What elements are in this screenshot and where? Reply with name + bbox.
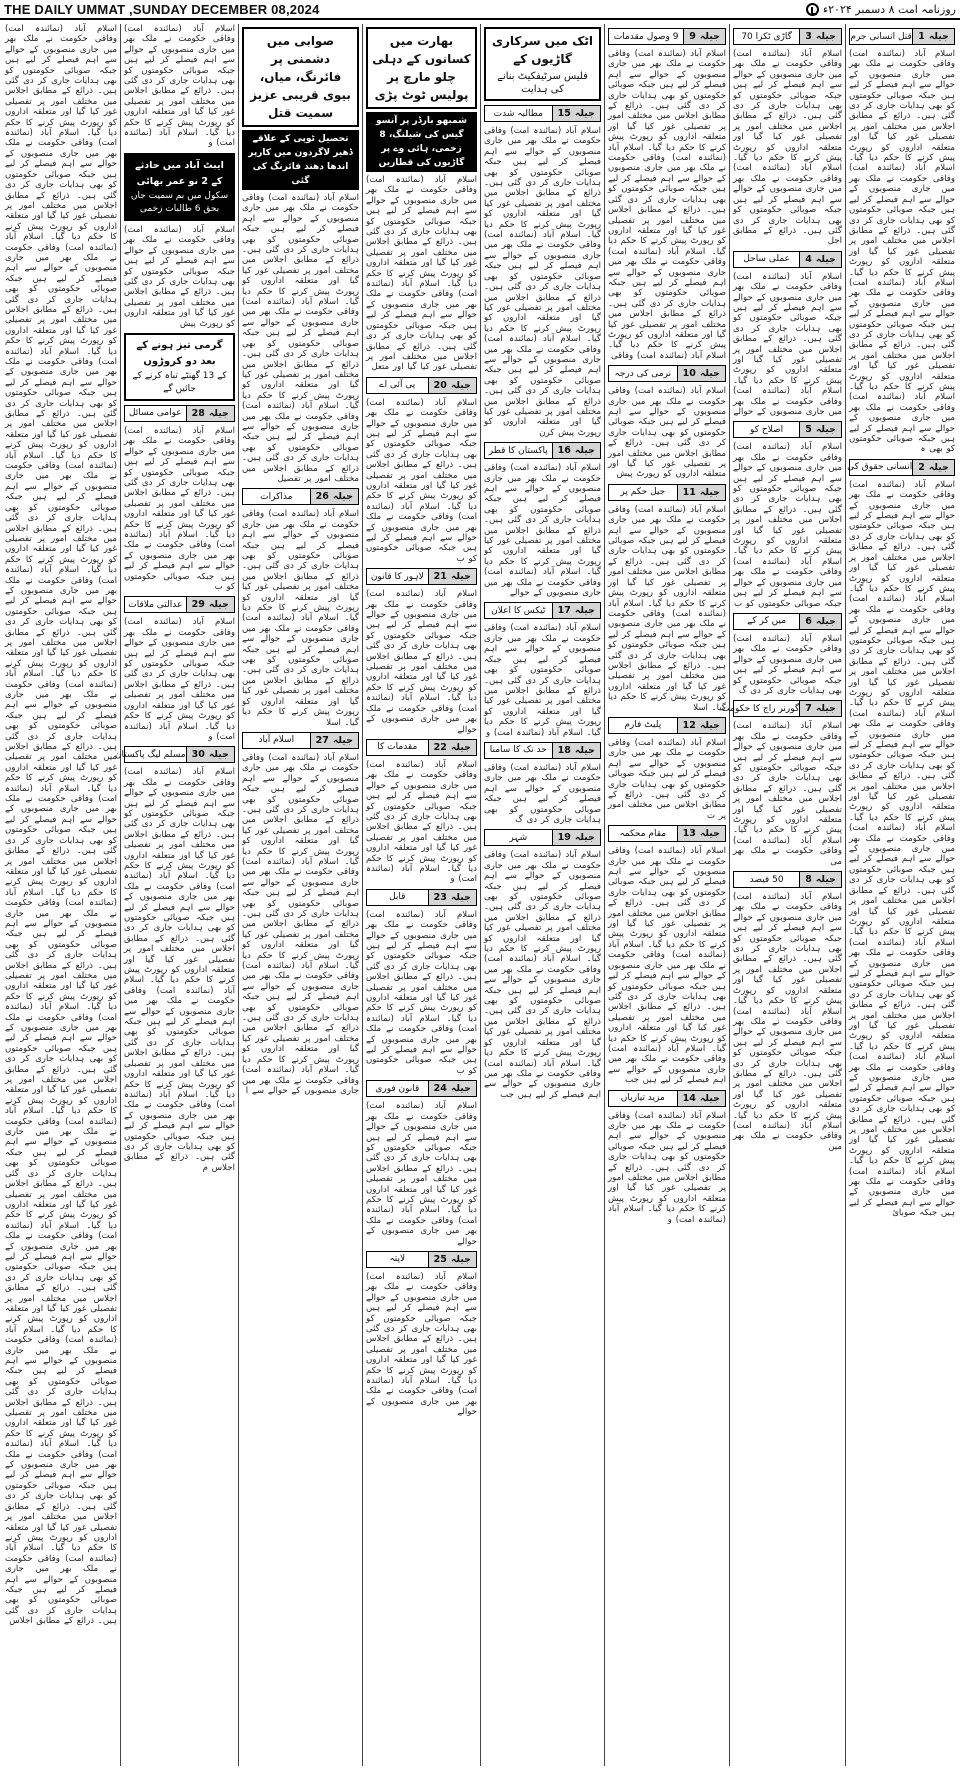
section-number-label: جیلہ [450,379,471,391]
section-number-label: جیلہ [450,1083,471,1095]
section-tag: مزید تیاریاں [620,1093,665,1104]
section-number-value: 13 [682,828,696,840]
heat-box-sub: کے 13 گھنٹے تباہ کرنے کے جائیں گے [132,370,227,394]
section-number-label: جیلہ [574,832,595,844]
section-tag: 50 فیصد [749,874,784,885]
section-number [428,1081,476,1096]
front-headline: صوابی میں دشمنی پر فائرنگ، میاں، بیوی قریبی عزیز سمیت قتل [250,34,351,120]
section-number [428,1252,476,1267]
section-header-28 [124,405,235,422]
section-number-value: 17 [557,605,571,617]
article-text: اسلام آباد (نمائندہ امت) وفاقی حکومت نے ملک بھر میں جاری منصوبوں کے حوالے سے اہم فیصلے کر لیے ہیں جبکہ صوبائی حکومتوں کو بھی ہدایات جاری کر دی گئی ہیں۔ ذرائع کے مطابق اجلاس میں مختلف امور پر تفصیلی غور کیا گیا اور متعلقہ اداروں کو رپورٹ پیش کرنے کا حکم دیا گیا۔ اسلام آباد (نمائندہ امت) وفاقی حکومت نے ملک بھر میں جاری منصوبوں کے حوالے سے اہم فیصلے کر لیے ہیں جبکہ صوبائی حکومتوں کو بھی ہدایات جاری کر دی گئی ہیں۔ ذرائع کے مطابق اجلاس میں مختلف امور پر تفصیلی غور کیا گیا اور متعلقہ اداروں کو رپورٹ پیش کرنے کا حکم دیا گیا۔ اسلا [608,504,726,713]
section-header-13 [608,825,726,842]
section-header-8 [733,871,842,888]
section-number-value: 8 [805,874,812,886]
column-1 [845,24,958,1766]
section-number-label: جیلہ [450,571,471,583]
section-tag: جیل حکم پر [620,487,666,498]
section-number-label: جیلہ [815,703,836,715]
heat-box-title: گرمی تیز ہونے کے بعد دو کروڑوں [136,339,223,367]
article-text: اسلام آباد (نمائندہ امت) وفاقی حکومت نے ملک بھر میں جاری منصوبوں کے حوالے سے اہم فیصلے کر لیے ہیں جبکہ صوبائی حکومتوں کو بھی ہدایات جاری کر دی گئی ہیں۔ ذرائع کے مطابق اجلاس میں مختلف امور پر تفصیلی غور کیا گیا اور متعلقہ اداروں کو رپورٹ پیش کرنے کا حکم دیا گیا۔ اسلام آباد (نمائندہ امت) وفاقی حکومت نے ملک بھر میں جاری منصوبوں کے حوالے سے اہم فیصلے کر لیے ہیں جبکہ صوبائی حکومتوں کو بھی ہدایات جاری کر دی گئی ہیں۔ ذرائع کے مطابق اجلاس میں مختلف امور پر تفصیلی غور کیا گیا اور متعل [366,175,477,373]
section-header-7 [721,700,842,717]
heat-box [124,333,235,401]
section-number-label: جیلہ [699,828,720,840]
section-header-21 [366,568,477,585]
section-tag: حد تک کا سامنا [489,745,547,756]
section-number-value: 5 [805,424,812,436]
section-number-label: جیلہ [699,719,720,731]
section-number-label: جیلہ [332,734,353,746]
section-header-5 [733,421,842,438]
section-tag: گاڑی ٹکرا 70 [741,31,792,42]
section-number-value: 23 [433,891,447,903]
section-number-value: 15 [557,108,571,119]
section-number-value: 4 [805,253,812,265]
column-5 [362,24,480,1766]
section-number [912,460,954,475]
section-number-value: 20 [433,379,447,391]
section-number-label: جیلہ [699,1092,720,1104]
section-number [186,597,234,612]
article-text: اسلام آباد (نمائندہ امت) وفاقی حکومت نے ملک بھر میں جاری منصوبوں کے حوالے سے اہم فیصلے کر لیے ہیں جبکہ صوبائی حکومتوں کو بھی ہدایات جاری کر دی گئی ہیں۔ ذرائع کے مطابق اجلاس میں مختلف امور پر تفصیلی غور کیا گیا اور متعلقہ اداروں کو رپورٹ پیش کرنے کا حکم دیا گیا۔ اسلام آباد (نمائندہ امت) وفاقی حکومت نے ملک بھر میں جاری منصوبوں کے حوالے سے اہم فیصلے کر لیے ہیں جبکہ صوبائی حکومتوں کو ب [366,397,477,564]
section-header-17 [484,602,601,619]
section-number [186,406,234,421]
section-tag: قابل [389,892,406,903]
section-header-30 [114,746,235,763]
section-number [552,603,600,618]
article-text: اسلام آباد (نمائندہ امت) وفاقی حکومت نے ملک بھر میں جاری منصوبوں کے حوالے سے اہم فیصلے کر لیے ہیں جبکہ صوبائی حکومتوں کو بھی ہدایات جاری کر دی گئی ہیں۔ ذرائع کے مطابق اجلاس میں مختلف امور پر تفصیلی غور کیا گیا اور متعلقہ اداروں کو رپورٹ پیش کرنے کا حکم دیا گیا۔ اسلام آباد (نمائندہ امت) وفاقی حکومت نے ملک بھر میں جاری منصوبوں کے حوالے سے اہم فیصلے کر لیے ہیں جبکہ صوبائی حکومتوں کو بھی ہدایات جاری کر دی گئی ہیں۔ ذرائع کے مطابق اجلاس میں مختلف امور پر تفصیلی غور کیا گیا اور متعلقہ اداروں کو رپورٹ پیش کرنے کا حکم دیا گیا۔ اسلام آباد (نمائندہ امت) وفاقی حکومت نے ملک بھر میں جاری منصوبوں کے حوالے سے اہم فیصلے کر لیے ہیں جبکہ صوبائی حکومتوں کو بھی ہدایات جاری کر دی گئی ہیں۔ ذرائع کے مطابق اجلاس میں مختلف امور پر تفصیلی غور کیا گیا اور متعلقہ اداروں کو رپورٹ پیش کرنے کا حکم دیا گیا۔ اسلام آباد (نمائندہ امت) وفاقی حکومت نے ملک بھر میں جاری منصوبوں کے حوالے سے اہم فیصلے کر لیے ہیں جبکہ صوبائی حکومتوں کو بھی ہدایات جاری کر دی گئی ہیں۔ ذرائع کے مطابق اجلاس میں مختلف امور پر تفصیلی غور کیا گیا اور متعلقہ اداروں کو رپورٹ پیش کرنے کا حکم دیا گیا۔ اسلام آباد (نمائندہ امت) وفاقی حکومت نے ملک بھر میں جاری منصوبوں کے حوالے سے اہم فیصلے کر لیے ہیں جبکہ صوبائی حکومتوں کو بھی ہدایات جاری کر دی گئی ہیں۔ ذرائع کے مطابق اجلاس میں مختلف امور پر تفصیلی غور کیا گیا اور متعلقہ اداروں کو رپورٹ پیش کرنے کا حکم دیا گیا۔ اسلام آباد (نمائندہ امت) وفاقی حکومت نے ملک بھر میں جاری منصوبوں کے حوالے سے اہم فیصلے کر لیے ہیں جبکہ صوبائی حکومتوں کو بھی ہدایات جاری کر دی گئی ہیں۔ ذرائع کے مطابق اجلاس میں مختلف امور پر تفصیلی غور کیا گیا اور متعلقہ اداروں کو رپورٹ پیش کرنے کا حکم دیا گیا۔ اسلام آباد (نمائندہ امت) وفاقی حکومت نے ملک بھر میں جاری منصوبوں کے حوالے سے اہم فیصلے کر لیے ہیں جبکہ صوبائی حکومتوں کو بھی ہدایات جاری کر دی گئی ہیں۔ ذرائع کے مطابق اجلاس میں مختلف امور پر تفصیلی غور کیا گیا اور متعلقہ اداروں کو رپورٹ پیش کرنے کا حکم دیا گیا۔ اسلام آباد (نمائندہ امت) وفاقی حکومت نے ملک بھر میں جاری منصوبوں کے حوالے سے اہم فیصلے کر لیے ہیں جبکہ صوبائی حکومتوں کو بھی ہدایات جاری کر دی گئی ہیں۔ ذرائع کے مطابق اجلاس میں مختلف امور پر تفصیلی غور کیا گیا اور متعلقہ اداروں کو رپورٹ پیش کرنے کا حکم دیا گیا۔ اسلام آباد (نمائندہ امت) وفاقی حکومت نے ملک بھر میں جاری منصوبوں کے حوالے سے اہم فیصلے کر لیے ہیں جبکہ صوبائی حکومتوں کو بھی ہدایات جاری کر دی گئی ہیں۔ ذرائع کے مطابق اجلاس میں مختلف امور پر تفصیلی غور کیا گیا اور متعلقہ اداروں کو رپورٹ پیش کرنے کا حکم دیا گیا۔ اسلام آباد (نمائندہ امت) وفاقی حکومت نے ملک بھر میں جاری منصوبوں کے حوالے سے اہم فیصلے کر لیے ہیں جبکہ صوبائی حکومتوں کو بھی ہدایات جاری کر دی گئی ہیں۔ ذرائع کے مطابق اجلاس میں مختلف امور پر تفصیلی غور کیا گیا اور متعلقہ اداروں کو رپورٹ پیش کرنے کا حکم دیا گیا۔ اسلام آباد (نمائندہ امت) وفاقی حکومت نے ملک بھر میں جاری منصوبوں کے حوالے سے اہم فیصلے کر لیے ہیں جبکہ صوبائی حکومتوں کو بھی ہدایات جاری کر دی گئی ہیں۔ ذرائع کے مطابق اجلاس میں مختلف امور پر تفصیلی غور کیا گیا اور متعلقہ اداروں کو رپورٹ پیش کرنے کا حکم دیا گیا۔ اسلام آباد (نمائندہ امت) وفاقی حکومت نے ملک بھر میں جاری منصوبوں کے حوالے سے اہم فیصلے کر لیے ہیں جبکہ صوبائی حکومتوں کو بھی ہدایات جاری کر دی گئی ہیں۔ ذرائع کے مطابق اجلاس میں مختلف امور پر تفصیلی غور کیا گیا اور متعلقہ اداروں کو رپورٹ پیش کرنے کا حکم دیا گیا۔ اسلام آباد (نمائندہ امت) وفاقی حکومت نے ملک بھر میں جاری منصوبوں کے حوالے سے اہم فیصلے کر لیے ہیں جبکہ صوبائی حکومتوں کو بھی ہدایات جاری کر دی گئی ہیں۔ ذرائع کے مطابق اجلاس میں مختلف امور پر تفصیلی غور کیا گیا اور متعلقہ اداروں کو رپورٹ پیش کرنے کا حکم دیا گیا۔ اسلام آباد (نمائندہ امت) وفاقی حکومت نے ملک بھر میں جاری منصوبوں کے حوالے سے اہم فیصلے کر لیے ہیں جبکہ صوبائی حکومتوں کو بھی ہدایات جاری کر دی گئی ہیں۔ ذرائع کے مطابق اجلاس میں مختلف امور پر تفصیلی غور کیا گیا اور متعلقہ اداروں کو رپورٹ پیش کرنے کا حکم دیا گیا۔ اسلام آباد (نمائندہ امت) وفاقی حکومت نے ملک بھر میں جاری منصوبوں کے حوالے سے اہم فیصلے کر لیے ہیں جبکہ صوبائی حکومتوں کو بھی ہدایات جاری کر دی گئی ہیں۔ ذرائع کے مطابق اجلاس [5,24,117,1627]
section-number [677,366,725,381]
masthead-urdu-text: روزنامہ امت ۸ دسمبر ۲۰۲۴ء [822,2,956,16]
section-tag: قتل انسانی جرم [850,31,912,42]
section-tag: عدالتی ملاقات [128,599,183,610]
section-number-label: جیلہ [208,407,229,419]
section-header-23 [366,889,477,906]
section-number-label: جیلہ [450,891,471,903]
section-number [677,718,725,733]
article-text: اسلام آباد (نمائندہ امت) وفاقی حکومت نے ملک بھر میں جاری منصوبوں کے حوالے سے اہم فیصلے کر لیے ہیں جبکہ صوبائی حکومتوں کو بھی ہدایات جاری کر دی گئی ہیں۔ ذرائع کے مطابق اجلاس میں مختلف امور پر تفصیلی غور کیا گیا اور متعلقہ اداروں کو رپورٹ پیش کرنے کا حکم دیا گیا۔ اسلام آباد (نمائندہ امت) وفاقی حکومت نے ملک بھر میں جاری منصوبوں کے حوالے سے اہم فیصلے کر لیے ہیں جبکہ صوبائی حکومتوں کو ب [366,909,477,1076]
india-headline: بھارت میں کسانوں کے دہلی چلو مارچ پر پولیس ٹوٹ پڑی [372,34,471,102]
section-tag: عملی ساحل [743,254,790,265]
section-number-label: جیلہ [815,31,836,42]
column-8 [2,24,120,1766]
section-header-15 [484,105,601,122]
article-text: اسلام آباد (نمائندہ امت) وفاقی حکومت نے ملک بھر میں جاری منصوبوں کے حوالے سے اہم فیصلے کر لیے ہیں جبکہ صوبائی حکومتوں کو بھی ہدایات جاری کر دی گئی ہیں۔ ذرائع کے مطابق اجلاس میں مختلف امور پر تفصیلی غور کیا گیا اور متعلقہ اداروں کو رپورٹ پیش کرنے کا حکم دیا گیا۔ اسلام آباد (نمائندہ امت) وفاقی حکومت نے ملک بھر میں جاری منصوبوں کے حوالے سے اہم فیصلے کر لیے ہیں جبکہ صوبائی حکومتوں کو بھی ہدایات جاری کر دی گئی ہیں۔ ذرائع کے مطابق اجلاس میں مختلف امور پر تفصیلی غور کیا گیا اور متعلقہ اداروں کو رپورٹ پیش کرنے کا حکم دیا گیا۔ اسلام آباد (نمائندہ امت) وفاقی حکومت نے ملک بھر میں جاری منصوبوں کے حوالے سے اہم فیصلے کر لیے ہیں جبکہ صوبائی حکومتوں کو بھی ہدایات جاری کر دی گئی ہیں۔ ذرائع کے مطابق اجلاس میں مختلف امور پر تفصیلی غور کیا گیا اور متعلقہ اداروں کو رپورٹ پیش کرنے کا حکم دیا گیا۔ اسلام آباد (نمائندہ امت) وفاقی حکومت نے ملک بھر میں جاری منصوبوں کے حوالے سے اہم فیصلے کر لیے ہیں جبکہ صوبائی حکومتوں کو بھی ہدایات جاری کر دی گئی ہیں۔ ذرائع کے مطابق اجلاس م [124,767,235,1173]
section-number [799,252,841,267]
kp-subhead: فلیس سرٹیفکیٹ بنانے کی ہدایت [497,71,588,95]
article-text: اسلام آباد (نمائندہ امت) وفاقی حکومت نے ملک بھر میں جاری منصوبوں کے حوالے سے اہم فیصلے کر لیے ہیں جبکہ صوبائی حکومتوں کو بھی ہدایات جاری کر دی گئی ہیں۔ ذرائع کے مطابق اجلاس میں مختلف امور پر ت [608,737,726,821]
accident-box-sub: سکول میں بم سمیت جاں بحق 6 طالبات زخمی [130,190,229,214]
article-text: اسلام آباد (نمائندہ امت) وفاقی حکومت نے ملک بھر میں جاری منصوبوں کے حوالے سے اہم فیصلے کر لیے ہیں جبکہ صوبائی حکومتوں کو بھی ہدایات جاری کر دی گئی ہیں۔ ذرائع کے مطابق اجلاس میں مختلف امور پر تفصیلی غور کیا گیا اور متعلقہ اداروں کو رپورٹ پیش کرنے کا حکم دیا گیا۔ اسلام آباد (نمائندہ امت) وفاقی حکومت نے ملک بھر میں جاری منصوبوں کے حوالے سے اہم فیصلے کر لیے ہیں جبکہ صوبائی حکومتوں کو بھی ہدایات جاری کر دی گئی ہیں۔ ذرائع کے مطابق اجلاس میں مختلف امور پر تفصیلی غور کیا گیا اور متعلقہ اداروں کو رپورٹ پیش کرنے کا حکم دیا گیا۔ اسلام آباد (نمائندہ امت) وفاقی حکومت نے ملک بھر میں جاری منصوبوں کے حوالے سے اہم فیصلے کر لیے ہیں جبکہ صوبائی حکومتوں کو بھی ہدایات جاری کر دی گئی ہیں۔ ذرائع کے مطابق اجلاس میں مختلف امور پر تفصیلی غور کیا گیا اور متعلقہ اداروں کو رپورٹ پیش کرن [484,126,601,438]
section-tag: نرمی کی درجہ [614,368,672,379]
article-text: اسلام آباد (نمائندہ امت) وفاقی حکومت نے ملک بھر میں جاری منصوبوں کے حوالے سے اہم فیصلے کر لیے ہیں جبکہ صوبائی حکومتوں کو بھی ہدایات جاری کر دی گئی ہیں۔ ذرائع کے مطابق اجلاس میں مختلف امور پر تفصیلی غور کیا گیا اور متعلقہ اداروں کو رپورٹ پیش کرنے کا حکم دیا گیا۔ اسلام آباد (نمائندہ امت) وفاقی حکومت نے ملک بھر میں جاری منصوبوں کے حوالے سے اہم فیصلے کر لیے ہیں جبکہ صوبائی حکومتوں کو بھی ہدایات جاری کر دی گئی ہیں۔ ذرائع کے مطابق اجلاس میں مختلف امور پر تفصیلی غور کیا گیا اور متعلقہ اداروں کو رپورٹ پیش کرنے کا حکم دیا گیا۔ اسلام آباد (نمائندہ امت) وفاقی حکومت نے ملک بھر میں جاری منصوبوں کے حوالے سے اہم فیصلے کر لیے ہیں جب [608,846,726,1086]
section-tag: عوامی مسائل [128,408,182,419]
section-number-label: جیلہ [815,874,836,886]
column-3 [604,24,729,1766]
section-number-label: جیلہ [208,599,229,611]
india-headline-box [366,27,477,109]
article-text: اسلام آباد (نمائندہ امت) وفاقی حکومت نے ملک بھر میں جاری منصوبوں کے حوالے سے اہم فیصلے کر لیے ہیں جبکہ صوبائی حکومتوں کو بھی ہدایات جاری کر دی گئی ہیں۔ ذرائع کے مطابق اجلاس میں مختلف امور پر تفصیلی غور کیا گیا اور متعلقہ اداروں کو رپورٹ پیش کرنے کا حکم دیا گیا۔ اسلام آباد (نمائندہ امت) وفاقی حکومت نے ملک بھر میں جاری منصوبوں کے حوالے سے اہم فیصلے کر لیے ہیں جبکہ صوبائی حکومتوں کو بھی ہدایات جاری کر دی گئی ہیں۔ ذرائع کے مطابق اجلاس میں مختلف امور پر تفصیلی غور کیا گیا اور متعلقہ اداروں کو رپورٹ پیش کرنے کا حکم دیا گیا۔ اسلام آباد (نمائندہ امت) وفاقی حکومت نے ملک بھر میں جاری منصوبوں کے حوالے سے اہم فیصلے کر لیے ہیں جبکہ صوبائی حکومتوں کو بھی ہدایات جاری کر دی گئی ہیں۔ ذرائع کے مطابق اجلاس میں مختلف امور پر تفصیلی غور کیا گیا اور متعلقہ اداروں کو رپورٹ پیش کرنے کا حکم دیا گیا۔ اسلام آباد (نمائندہ امت) وفاقی [608,49,726,361]
accident-box [124,153,235,221]
section-number-value: 14 [682,1092,696,1104]
section-number-value: 22 [433,741,447,753]
article-text: اسلام آباد (نمائندہ امت) وفاقی حکومت نے ملک بھر میں جاری منصوبوں کے حوالے سے اہم فیصلے کر لیے ہیں جبکہ صوبائی حکومتوں کو بھی ہدایات جاری کر دی گئی ہیں۔ ذرائع کے مطابق اجلاس میں مختلف امور پر تفصیلی غور کیا گیا اور متعلقہ اداروں کو رپورٹ پیش کرنے کا حکم دیا گیا۔ اسلام آباد (نمائندہ امت) وفاقی حکومت نے ملک بھر می [733,721,842,867]
section-number-value: 19 [557,832,571,844]
section-tag: ٹیکس کا اعلان [491,605,546,616]
section-header-16 [484,442,601,459]
section-number [677,1091,725,1106]
article-text: اسلام آباد (نمائندہ امت) وفاقی حکومت نے ملک بھر میں جاری منصوبوں کے حوالے سے اہم فیصلے کر لیے ہیں جبکہ صوبائی حکومتوں کو بھی ہدایات جاری کر دی گئی ہیں۔ ذرائع کے مطابق اجلاس میں مختلف امور پر تفصیلی غور کیا گیا اور متعلقہ اداروں کو رپورٹ پیش کرنے کا حکم دیا گیا۔ اسلام آباد (نمائندہ امت) وفاقی حکومت نے ملک بھر میں جاری منصوبوں کے حوالے سے اہم فیصلے کر لیے ہیں جبکہ صوبائی حکومتوں کو ب [733,442,842,609]
section-number [186,747,234,762]
section-header-3 [733,28,842,45]
section-header-14 [608,1090,726,1107]
article-text: اسلام آباد (نمائندہ امت) وفاقی حکومت نے ملک بھر میں جاری منصوبوں کے حوالے سے اہم فیصلے کر لیے ہیں جبکہ صوبائی حکومتوں کو بھی ہدایات جاری کر دی گئی ہیں۔ ذرائع کے مطابق اجلاس میں مختلف امور پر تفصیلی غور کیا گیا اور متعلقہ اداروں کو رپورٹ پیش کرنے کا حکم دیا گیا۔ اسلام آباد (نمائندہ امت) وفاقی حکومت نے ملک بھر میں جاری منصوبوں کے حوالے سے اہم فیصلے کر لیے ہیں جبکہ صوبائی حکومتوں کو ب [124,425,235,593]
article-text: اسلام آباد (نمائندہ امت) وفاقی حکومت نے ملک بھر میں جاری منصوبوں کے حوالے سے اہم فیصلے کر لیے ہیں جبکہ صوبائی حکومتوں کو بھی ہدایات جاری کر دی گئی ہیں۔ ذرائع کے مطابق اجلاس میں مختلف امور پر تفصیلی غور کیا گیا اور متعلقہ اداروں کو رپورٹ پیش کرنے کا حکم دیا گیا۔ اسلام آباد (نمائندہ امت) وفاقی حکومت نے ملک بھر میں جاری منصوبوں کے حوالے سے اہم فیصلے کر لیے ہیں جبکہ صوبائی حکومتوں کو بھی ہدایات جاری کر دی گئی ہیں۔ ذرائع کے مطابق اجل [733,49,842,247]
section-number-label: جیلہ [699,486,720,498]
newspaper-page [2,24,958,1766]
section-tag: گورنر راج کا حکومت [721,703,800,714]
section-number-value: 16 [557,445,571,457]
section-number [428,378,476,393]
article-text: اسلام آباد (نمائندہ امت) وفاقی حکومت نے ملک بھر میں جاری منصوبوں کے حوالے سے اہم فیصلے کر لیے ہیں جبکہ صوبائی حکومتوں کو بھی ہدایات جاری کر دی گئی ہیں۔ ذرائع کے مطابق اجلاس میں مختلف امور پر تفصیلی غور کیا گیا اور متعلقہ اداروں کو رپورٹ پیش کرنے کا حکم دیا گیا۔ اسلام آباد (نمائندہ امت) وفاقی حکومت نے ملک بھر میں جاری منصوبوں کے حوالے سے اہم فیصلے کر لیے ہیں جبکہ صوبائی حکومتوں کو بھی ہدایات جاری کر دی گئی ہیں۔ ذرائع کے مطابق اجلاس میں مختلف امور پر تفصیلی غور کیا گیا اور متعلقہ اداروں کو رپورٹ پیش کرنے کا حکم دیا گیا۔ اسلام آباد (نمائندہ امت) وفاقی حکومت نے ملک بھر میں جاری منصوبوں کے حوالے سے اہم فیصلے کر لیے ہیں جبکہ صوبائی حکومتوں کو بھی ہدایات جاری کر دی گئی ہیں۔ ذرائع کے مطابق اجلاس میں مختلف امور پر تفصیلی غور کیا گیا اور متعلقہ اداروں کو رپورٹ پیش کرنے کا حکم دیا گیا۔ اسلام آباد (نمائندہ امت) وفاقی حکومت نے ملک بھر میں جاری منصوبوں کے حوالے سے اہم فیصلے کر لیے ہیں جبکہ صوبائی حکومتوں کو بھی ہدایات جاری کر دی گئی ہیں۔ ذرائع کے مطابق اجلاس میں مختلف امور پر تفصیلی غور کیا گیا اور متعلقہ اداروں کو رپورٹ پیش کرنے کا حکم دیا گیا۔ اسلام آباد (نمائندہ امت) وفاقی حکومت نے ملک بھر میں جاری منصوبوں کے حوالے سے اہم فیصلے کر لیے ہیں جبکہ صوبائی حکومتوں کو بھی ہدایات جاری کر دی گئی ہیں۔ ذرائع کے مطابق اجلاس میں مختلف امور پر تفصیلی غور کیا گیا اور متعلقہ اداروں کو رپورٹ پیش کرنے کا حکم دیا گیا۔ اسلام آباد (نمائندہ امت) وفاقی حکومت نے ملک بھر میں جاری منصوبوں کے حوالے سے اہم فیصلے کر لیے ہیں جبکہ صوبائی حکومتوں کو بھی ہدایات جاری کر دی گئی ہیں۔ ذرائع کے مطابق اجلاس میں مختلف امور پر تفصیلی غور کیا گیا اور متعلقہ اداروں کو رپورٹ پیش کرنے کا حکم دیا گیا۔ اسلام آباد (نمائندہ امت) وفاقی حکومت نے ملک بھر میں جاری منصوبوں کے حوالے سے اہم فیصلے کر لیے ہیں جبکہ صوبائ [849,479,955,1219]
section-number [552,443,600,458]
column-6 [238,24,362,1766]
article-text: اسلام آباد (نمائندہ امت) وفاقی حکومت نے ملک بھر میں جاری منصوبوں کے حوالے سے اہم فیصلے کر لیے ہیں جبکہ صوبائی حکومتوں کو بھی ہدایات جاری کر دی گ [484,762,601,825]
front-headline-box [242,27,359,127]
section-number-value: 30 [191,749,205,761]
section-number-value: 18 [557,744,571,756]
section-number [799,422,841,437]
section-number [310,489,358,504]
article-text: اسلام آباد (نمائندہ امت) وفاقی حکومت نے ملک بھر میں جاری منصوبوں کے حوالے سے اہم فیصلے کر لیے ہیں جبکہ صوبائی حکومتوں کو بھی ہدایات جاری کر دی گئی ہیں۔ ذرائع کے مطابق اجلاس میں مختلف امور پر تفصیلی غور کیا گیا اور متعلقہ اداروں کو رپورٹ پیش کرنے کا حکم دیا گیا۔ اسلام آباد (نمائندہ امت) وفاقی حکومت نے ملک بھر میں جاری منصوبوں کے حوالے سے اہم فیصلے کر لیے ہیں جبکہ صوبائی حکومتوں کو بھی ہدایات جاری کر دی گئی ہیں۔ ذرائع کے مطابق اجلاس میں مختلف امور پر تفصیلی غور کیا گیا اور متعلقہ اداروں کو رپورٹ پیش کرنے کا حکم دیا گیا۔ اسلام آباد (نمائندہ امت) وفاقی حکومت نے ملک بھر میں جاری منصوبوں کے حوالے سے اہم فیصلے کر لیے ہیں جبکہ صوبائی حکومتوں کو بھی ہدایات جاری کر دی گئی ہیں۔ ذرائع کے مطابق اجلاس میں مختلف امور پر تفصیل [242,193,359,484]
article-text: اسلام آباد (نمائندہ امت) وفاقی حکومت نے ملک بھر میں جاری منصوبوں کے حوالے سے اہم فیصلے کر لیے ہیں جبکہ صوبائی حکومتوں کو بھی ہدایات جاری کر دی گئی ہیں۔ ذرائع کے مطابق اجلاس میں مختلف امور پر تفصیلی غور کیا گیا اور متعلقہ اداروں کو رپورٹ پیش کرنے کا حکم دیا گیا۔ اسلام آباد (نمائندہ امت) وفاقی حکومت نے ملک بھر میں جاری منصوبوں کے حوالے [484,463,601,599]
section-header-11 [608,484,726,501]
section-number-label: جیلہ [928,31,949,42]
section-number [552,830,600,845]
accident-box-title: ایبٹ آباد میں حادثے کے 2 نو عمر بھائی [135,159,224,187]
section-number-value: 1 [918,31,925,42]
kp-headline: اٹک میں سرکاری گاڑیوں کے [491,34,594,66]
section-number-value: 6 [805,615,812,627]
article-text: اسلام آباد (نمائندہ امت) وفاقی حکومت نے ملک بھر میں جاری منصوبوں کے حوالے سے اہم فیصلے کر لیے ہیں جبکہ صوبائی حکومتوں کو بھی ہدایات جاری کر دی گئی ہیں۔ ذرائع کے مطابق اجلاس میں مختلف امور پر تفصیلی غور کیا گیا اور متعلقہ اداروں کو رپورٹ پیش کرنے کا حکم دیا گیا۔ اسلام آباد (نمائندہ امت) وفاقی حکومت نے ملک بھر میں جاری منصوبوں کے حوالے سے اہم فیصلے کر لیے ہیں جبکہ صوبائی حکومتوں کو بھی ہدایات جاری کر دی گئی ہیں۔ ذرائع کے مطابق اجلاس میں مختلف امور پر تفصیلی غور کیا گیا اور متعلقہ اداروں کو رپورٹ پیش کرنے کا حکم دیا گیا۔ اسلام آباد (نمائندہ امت) وفاقی حکومت نے ملک بھر میں جاری منصوبوں کے حوالے سے اہم فیصلے کر لیے ہیں جبکہ صوبائی حکومتوں کو بھی ہدایات جاری کر دی گئی ہیں۔ ذرائع کے مطابق اجلاس میں مختلف امور پر تفصیلی غور کیا گیا اور متعلقہ اداروں کو رپورٹ پیش کرنے کا حکم دیا گیا۔ اسلام آباد (نمائندہ امت) وفاقی حکومت نے ملک بھر میں جاری منصوبوں کے حوالے سے ا [242,752,359,1096]
section-number-value: 26 [315,491,329,503]
article-text: اسلام آباد (نمائندہ امت) وفاقی حکومت نے ملک بھر میں جاری منصوبوں کے حوالے سے اہم فیصلے کر لیے ہیں جبکہ صوبائی حکومتوں کو بھی ہدایات جاری کر دی گئی ہیں۔ ذرائع کے مطابق اجلاس میں مختلف امور پر تفصیلی غور کیا گیا اور متعلقہ اداروں کو رپورٹ پیش کرنے کا حکم دیا گیا۔ اسلام آباد (نمائندہ امت) و [366,759,477,885]
column-4 [480,24,604,1766]
kp-headline-box [484,27,601,101]
section-number-value: 21 [433,571,447,583]
section-header-1 [849,28,955,45]
section-number [428,890,476,905]
section-number [428,740,476,755]
section-header-10 [608,365,726,382]
section-header-27 [242,732,359,749]
section-number-value: 7 [805,703,812,715]
section-number-value: 25 [433,1253,447,1265]
article-text: اسلام آباد (نمائندہ امت) وفاقی حکومت نے ملک بھر میں جاری منصوبوں کے حوالے سے اہم فیصلے کر لیے ہیں جبکہ صوبائی حکومتوں کو بھی ہدایات جاری کر دی گئی ہیں۔ ذرائع کے مطابق اجلاس میں مختلف امور پر تفصیلی غور کیا گیا اور متعلقہ اداروں کو رپورٹ پیش کرنے کا حکم دیا گیا۔ اسلام آباد (نمائندہ امت) وفاقی حکومت نے ملک بھر میں جاری منصوبوں کے حوالے [366,1101,477,1247]
article-text: اسلام آباد (نمائندہ امت) وفاقی حکومت نے ملک بھر میں جاری منصوبوں کے حوالے سے اہم فیصلے کر لیے ہیں جبکہ صوبائی حکومتوں کو بھی ہدایات جاری کر دی گئی ہیں۔ ذرائع کے مطابق اجلاس میں مختلف امور پر تفصیلی غور کیا گیا اور متعلقہ اداروں کو رپورٹ پیش کرنے کا حکم دیا گیا۔ اسلام آباد (نمائندہ امت) و [124,617,235,742]
front-subhead: تحصیل ٹوپی کے علاقے ڈھیر لاگردون میں کارپر اندھا دھند فائرنگ کی گئی [242,130,359,190]
section-tag: مسلم لیگ پاکستان [114,749,186,760]
section-header-19 [484,829,601,846]
section-number-value: 3 [805,31,812,42]
section-header-20 [366,377,477,394]
article-text: اسلام آباد (نمائندہ امت) وفاقی حکومت نے ملک بھر میں جاری منصوبوں کے حوالے سے اہم فیصلے کر لیے ہیں جبکہ صوبائی حکومتوں کو بھی ہدایات جاری کر دی گئی ہیں۔ ذرائع کے مطابق اجلاس میں مختلف امور پر تفصیلی غور کیا گیا اور متعلقہ اداروں کو رپورٹ پیش کرنے کا حکم دیا گیا۔ اسلام آباد (نمائندہ امت) وفاقی حکومت نے ملک بھر میں جاری منصوبوں کے حوالے سے اہم فیصلے کر لیے ہیں جبکہ صوبائی حکومتوں کو بھی ہدایات جاری کر دی گئی ہیں۔ ذرائع کے مطابق اجلاس میں مختلف امور پر تفصیلی غور کیا گیا اور متعلقہ اداروں کو رپورٹ پیش کرنے کا حکم دیا گیا۔ اسلام آباد (نمائندہ امت) وفاقی حکومت نے ملک بھر میں جاری منصوبوں کے حوالے سے اہم فیصلے کر لیے ہیں جب [484,850,601,1100]
section-number-value: 28 [191,407,205,419]
section-number-label: جیلہ [450,1253,471,1265]
section-number [799,614,841,629]
column-2 [721,24,845,1766]
section-number [677,826,725,841]
section-tag: پاکستان کا قطر [488,445,548,456]
article-text: اسلام آباد (نمائندہ امت) وفاقی حکومت نے ملک بھر میں جاری منصوبوں کے حوالے سے اہم فیصلے کر لیے ہیں جبکہ صوبائی حکومتوں کو بھی ہدایات جاری کر دی گئی ہیں۔ ذرائع کے مطابق اجلاس میں مختلف امور پر تفصیلی غور کیا گیا اور متعلقہ اداروں کو رپورٹ پیش کرنے کا حکم دیا گیا۔ اسلام آباد (نمائندہ امت) وفاقی حکومت نے ملک بھر میں جاری منصوبوں کے حوالے سے اہم فیصلے کر لیے ہیں جبکہ صوبائی حکومتوں کو بھی ہدایات جاری کر دی گئی ہیں۔ ذرائع کے مطابق اجلاس میں مختلف امور پر تفصیلی غور کیا گیا اور متعلقہ اداروں کو رپورٹ پیش کرنے کا حکم دیا گیا۔ اسلا [242,509,359,728]
ummat-logo-icon [806,3,819,16]
section-number-value: 11 [682,486,696,498]
section-number-label: جیلہ [699,368,720,380]
section-number-label: جیلہ [815,615,836,627]
masthead-english: THE DAILY UMMAT ,SUNDAY DECEMBER 08,2024 [4,1,320,17]
section-number-label: جیلہ [574,744,595,756]
section-number-label: جیلہ [574,445,595,457]
section-header-25 [366,1251,477,1268]
section-number-value: 9 [689,31,696,42]
section-number [428,569,476,584]
section-header-29 [124,596,235,613]
section-number-label: جیلہ [574,605,595,617]
section-number-value: 27 [315,734,329,746]
article-text: اسلام آباد (نمائندہ امت) وفاقی حکومت نے ملک بھر میں جاری منصوبوں کے حوالے سے اہم فیصلے کر لیے ہیں جبکہ صوبائی حکومتوں کو بھی ہدایات جاری کر دی گئی ہیں۔ ذرائع کے مطابق اجلاس میں مختلف امور پر تفصیلی غور کیا گیا اور متعلقہ اداروں کو رپورٹ پیش کرنے کا حکم دیا گیا۔ اسلام آباد (نمائندہ امت) وفاقی حکومت نے ملک بھر میں جاری منصوبوں کے حوالے [733,271,842,417]
section-tag: پی آئی اے [379,380,416,391]
section-number-label: جیلہ [450,741,471,753]
section-tag: مقدمات کا [377,742,418,753]
section-number-value: 12 [682,719,696,731]
section-number-label: جیلہ [815,424,836,436]
section-number [552,743,600,758]
article-text: اسلام آباد (نمائندہ امت) وفاقی حکومت نے ملک بھر میں جاری منصوبوں کے حوالے سے اہم فیصلے کر لیے ہیں جبکہ صوبائی حکومتوں کو بھی ہدایات جاری کر دی گئی ہیں۔ ذرائع کے مطابق اجلاس میں مختلف امور پر تفصیلی غور کیا گیا اور متعلقہ اداروں کو رپورٹ پیش [608,386,726,480]
article-text: اسلام آباد (نمائندہ امت) وفاقی حکومت نے ملک بھر میں جاری منصوبوں کے حوالے سے اہم فیصلے کر لیے ہیں جبکہ صوبائی حکومتوں کو بھی ہدایات جاری کر دی گئی ہیں۔ ذرائع کے مطابق اجلاس میں مختلف امور پر تفصیلی غور کیا گیا اور متعلقہ اداروں کو رپورٹ پیش کرنے کا حکم دیا گیا۔ اسلام آباد (نمائندہ امت) وفاقی حکومت نے ملک بھر میں جاری منصوبوں کے حوالے [366,589,477,735]
section-tag: 9 وصول مقدمات [613,31,679,42]
india-subhead: شمبھو بارڈر پر آنسو گیس کی شیلنگ، 8 زخمی، ہائی وے پر گاڑیوں کی قطاریں [366,112,477,172]
section-number [552,106,600,121]
article-text: اسلام آباد (نمائندہ امت) وفاقی حکومت نے ملک بھر میں جاری منصوبوں کے حوالے سے اہم فیصلے کر لیے ہیں جبکہ صوبائی حکومتوں کو بھی ہدایات جاری کر دی گئی ہیں۔ ذرائع کے مطابق اجلاس میں مختلف امور پر تفصیلی غور کیا گیا اور متعلقہ اداروں کو رپورٹ پیش کرنے کا حکم دیا گیا۔ اسلام آباد (نمائندہ امت) و [484,623,601,738]
section-tag: مطالبہ شدت [493,108,543,119]
article-text: اسلام آباد (نمائندہ امت) وفاقی حکومت نے ملک بھر میں جاری منصوبوں کے حوالے سے اہم فیصلے کر لیے ہیں جبکہ صوبائی حکومتوں کو بھی ہدایات جاری کر دی گئی ہیں۔ ذرائع کے مطابق اجلاس میں مختلف امور پر تفصیلی غور کیا گیا اور متعلقہ اداروں کو رپورٹ پیش [124,224,235,329]
section-number [799,872,841,887]
section-tag: شہر [509,832,528,843]
section-header-22 [366,739,477,756]
article-text: اسلام آباد (نمائندہ امت) وفاقی حکومت نے ملک بھر میں جاری منصوبوں کے حوالے سے اہم فیصلے کر لیے ہیں جبکہ صوبائی حکومتوں کو بھی ہدایات جاری کر دی گئی ہیں۔ ذرائع کے مطابق اجلاس میں مختلف امور پر تفصیلی غور کیا گیا اور متعلقہ اداروں کو رپورٹ پیش کرنے کا حکم دیا گیا۔ اسلام آباد (نمائندہ امت) وفاقی حکومت نے ملک بھر میں جاری منصوبوں کے حوالے سے اہم فیصلے کر لیے ہیں جبکہ صوبائی حکومتوں کو بھی ہدایات جاری کر دی گئی ہیں۔ ذرائع کے مطابق اجلاس میں مختلف امور پر تفصیلی غور کیا گیا اور متعلقہ اداروں کو رپورٹ پیش کرنے کا حکم دیا گیا۔ اسلام آباد (نمائندہ امت) وفاقی حکومت نے ملک بھر میں [733,892,842,1152]
section-number [912,29,954,44]
section-number [677,485,725,500]
article-text: اسلام آباد (نمائندہ امت) وفاقی حکومت نے ملک بھر میں جاری منصوبوں کے حوالے سے اہم فیصلے کر لیے ہیں جبکہ صوبائی حکومتوں کو بھی ہدایات جاری کر دی گئی ہیں۔ ذرائع کے مطابق اجلاس میں مختلف امور پر تفصیلی غور کیا گیا اور متعلقہ اداروں کو رپورٹ پیش کرنے کا حکم دیا گیا۔ اسلام آباد (نمائندہ امت) و [124,24,235,149]
section-number-label: جیلہ [574,108,595,119]
section-number-label: جیلہ [208,749,229,761]
section-tag: مذاکرات [260,491,293,502]
section-tag: اصلاح کو [750,424,784,435]
section-number [799,29,841,44]
section-number [683,29,725,44]
section-tag: قانون فوری [375,1083,420,1094]
section-tag: اسلام آباد [258,735,295,746]
section-tag: لاپتہ [389,1254,406,1265]
section-header-26 [242,488,359,505]
section-tag: لاہور کا قانون [370,571,424,582]
section-number-label: جیلہ [699,31,720,42]
article-text: اسلام آباد (نمائندہ امت) وفاقی حکومت نے ملک بھر میں جاری منصوبوں کے حوالے سے اہم فیصلے کر لیے ہیں جبکہ صوبائی حکومتوں کو بھی ہدایات جاری کر دی گ [733,633,842,696]
section-tag: انسانی حقوق کی [847,462,913,473]
section-header-12 [608,717,726,734]
section-number-value: 29 [191,599,205,611]
section-number-value: 10 [682,368,696,380]
section-number-label: جیلہ [815,253,836,265]
article-text: اسلام آباد (نمائندہ امت) وفاقی حکومت نے ملک بھر میں جاری منصوبوں کے حوالے سے اہم فیصلے کر لیے ہیں جبکہ صوبائی حکومتوں کو بھی ہدایات جاری کر دی گئی ہیں۔ ذرائع کے مطابق اجلاس میں مختلف امور پر تفصیلی غور کیا گیا اور متعلقہ اداروں کو رپورٹ پیش کرنے کا حکم دیا گیا۔ اسلام آباد (نمائندہ امت) وفاقی حکومت نے ملک بھر میں جاری منصوبوں کے حوالے [366,1271,477,1418]
section-tag: مقام محکمہ [619,828,667,839]
masthead-urdu [806,3,956,16]
section-tag: میں کر کے [747,616,787,627]
section-number-label: جیلہ [928,461,949,473]
section-header-4 [733,251,842,268]
section-header-24 [366,1080,477,1097]
section-header-6 [733,613,842,630]
column-7 [114,24,238,1766]
section-number-label: جیلہ [332,491,353,503]
masthead [0,0,960,20]
section-header-9 [608,28,726,45]
article-text: اسلام آباد (نمائندہ امت) وفاقی حکومت نے ملک بھر میں جاری منصوبوں کے حوالے سے اہم فیصلے کر لیے ہیں جبکہ صوبائی حکومتوں کو بھی ہدایات جاری کر دی گئی ہیں۔ ذرائع کے مطابق اجلاس میں مختلف امور پر تفصیلی غور کیا گیا اور متعلقہ اداروں کو رپورٹ پیش کرنے کا حکم دیا گیا۔ اسلام آباد (نمائندہ امت) و [608,1110,726,1225]
section-header-2 [849,459,955,476]
section-tag: پلیٹ فارم [624,720,662,731]
section-header-18 [484,742,601,759]
article-text: اسلام آباد (نمائندہ امت) وفاقی حکومت نے ملک بھر میں جاری منصوبوں کے حوالے سے اہم فیصلے کر لیے ہیں جبکہ صوبائی حکومتوں کو بھی ہدایات جاری کر دی گئی ہیں۔ ذرائع کے مطابق اجلاس میں مختلف امور پر تفصیلی غور کیا گیا اور متعلقہ اداروں کو رپورٹ پیش کرنے کا حکم دیا گیا۔ اسلام آباد (نمائندہ امت) وفاقی حکومت نے ملک بھر میں جاری منصوبوں کے حوالے سے اہم فیصلے کر لیے ہیں جبکہ صوبائی حکومتوں کو بھی ہدایات جاری کر دی گئی ہیں۔ ذرائع کے مطابق اجلاس میں مختلف امور پر تفصیلی غور کیا گیا اور متعلقہ اداروں کو رپورٹ پیش کرنے کا حکم دیا گیا۔ اسلام آباد (نمائندہ امت) وفاقی حکومت نے ملک بھر میں جاری منصوبوں کے حوالے سے اہم فیصلے کر لیے ہیں جبکہ صوبائی حکومتوں کو بھی ہدایات جاری کر دی گئی ہیں۔ ذرائع کے مطابق اجلاس میں مختلف امور پر تفصیلی غور کیا گیا اور متعلقہ اداروں کو رپورٹ پیش کرنے کا حکم دیا گیا۔ اسلام آباد (نمائندہ امت) وفاقی حکومت نے ملک بھر میں جاری منصوبوں کے حوالے سے اہم فیصلے کر لیے ہیں جبکہ صوبائی حکومتوں کو بھی ہ [849,49,955,455]
section-number [310,733,358,748]
section-number-value: 24 [433,1083,447,1095]
section-number [799,701,841,716]
section-number-value: 2 [918,461,925,473]
